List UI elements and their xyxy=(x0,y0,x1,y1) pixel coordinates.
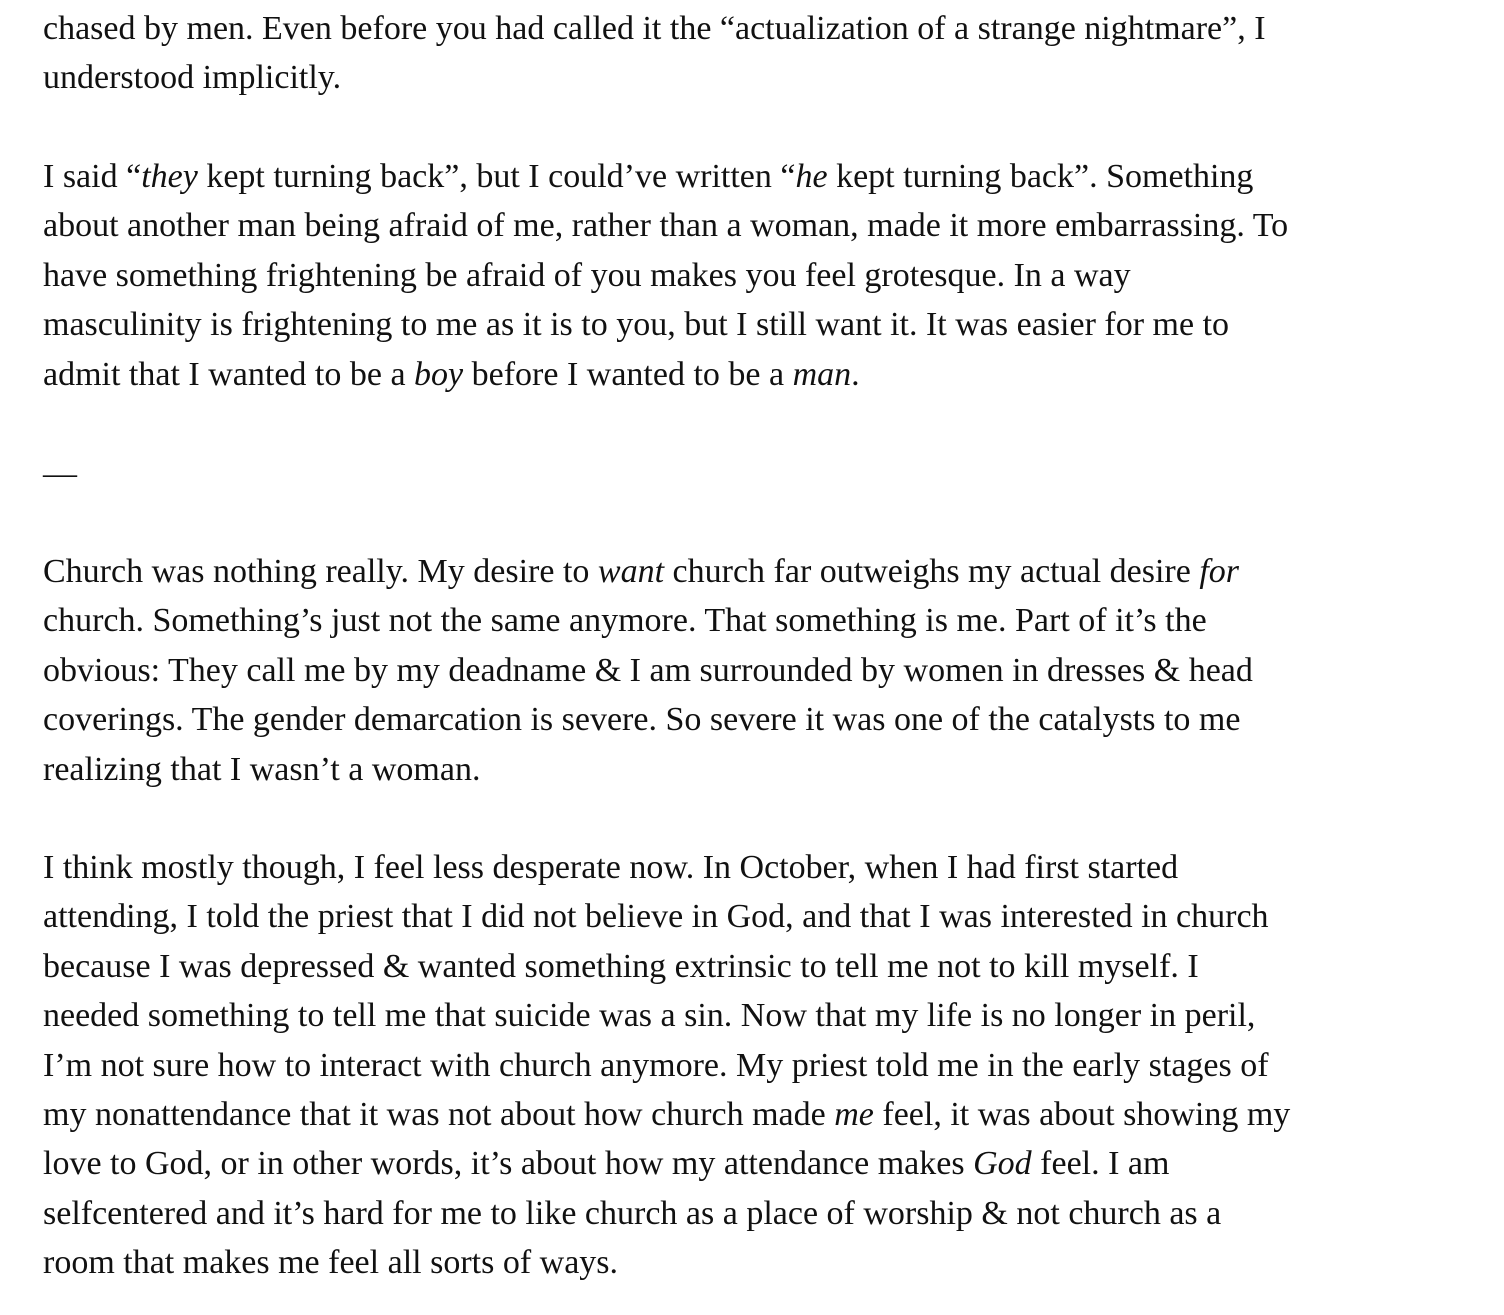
text-run: coverings. The gender demarcation is severe. So severe it was one of the catalysts to me xyxy=(43,701,1241,739)
text-run: my nonattendance that it was not about how church made xyxy=(43,1096,835,1133)
text-line xyxy=(43,843,1178,892)
text-line xyxy=(43,1238,618,1287)
text-line xyxy=(43,152,1253,201)
text-line xyxy=(43,4,1266,53)
emphasis-text: want xyxy=(597,553,665,590)
text-run: room that makes me feel all sorts of ways. xyxy=(43,1244,619,1282)
emphasis-text: man xyxy=(792,355,852,393)
text-run: needed something to tell me that suicide was a sin. Now that my life is no longer in peril, xyxy=(43,997,1256,1035)
text-run: . xyxy=(851,355,860,393)
text-run: understood implicitly. xyxy=(43,59,342,97)
emphasis-text: God xyxy=(973,1145,1032,1183)
text-line xyxy=(43,1139,1169,1188)
text-line xyxy=(43,53,341,102)
text-run: admit that I wanted to be a xyxy=(43,355,415,393)
text-run: about another man being afraid of me, rather than a woman, made it more embarrassing. To xyxy=(43,207,1289,245)
emphasis-text: for xyxy=(1199,553,1240,590)
text-line xyxy=(43,300,1229,349)
text-run: attending, I told the priest that I did not believe in God, and that I was interested in church xyxy=(43,898,1269,936)
text-line xyxy=(43,1090,1290,1139)
text-run: obvious: They call me by my deadname & I am surrounded by women in dresses & head xyxy=(43,651,1253,689)
text-line xyxy=(43,942,1199,991)
text-line xyxy=(43,991,1255,1040)
emphasis-text: they xyxy=(141,158,198,195)
section-divider: — xyxy=(43,455,77,492)
text-line xyxy=(43,1041,1269,1090)
text-run: masculinity is frightening to me as it is to you, but I still want it. It was easier for me to xyxy=(43,306,1230,344)
text-run: kept turning back”. Something xyxy=(827,158,1254,195)
text-run: kept turning back”, but I could’ve written “ xyxy=(197,158,796,195)
text-line xyxy=(43,695,1240,744)
text-line xyxy=(43,745,480,794)
text-run: because I was depressed & wanted something extrinsic to tell me not to kill myself. I xyxy=(43,947,1199,985)
text-run: selfcentered and it’s hard for me to like church as a place of worship & not church as a xyxy=(43,1194,1222,1232)
text-line xyxy=(43,892,1269,941)
text-run: I think mostly though, I feel less desperate now. In October, when I had first started xyxy=(43,849,1179,886)
text-run: Church was nothing really. My desire to xyxy=(43,553,598,590)
emphasis-text: he xyxy=(795,158,828,195)
text-run: I said “ xyxy=(43,158,142,195)
emphasis-text: boy xyxy=(414,355,464,393)
text-line xyxy=(43,350,860,399)
text-run: I’m not sure how to interact with church anymore. My priest told me in the early stages of xyxy=(43,1046,1269,1084)
text-run: realizing that I wasn’t a woman. xyxy=(43,750,481,788)
text-run: before I wanted to be a xyxy=(463,355,793,393)
text-line xyxy=(43,596,1207,645)
text-line xyxy=(43,1189,1221,1238)
text-run: feel, it was about showing my xyxy=(873,1096,1291,1133)
text-line xyxy=(43,201,1288,250)
text-run: feel. I am xyxy=(1031,1145,1170,1183)
text-line xyxy=(43,547,1239,596)
emphasis-text: me xyxy=(834,1096,874,1133)
text-line xyxy=(43,646,1253,695)
text-line xyxy=(43,251,1131,300)
text-run: have something frightening be afraid of you makes you feel grotesque. In a way xyxy=(43,256,1131,294)
text-run: chased by men. Even before you had called it the “actualization of a strange nightmare”, I xyxy=(43,10,1266,47)
text-run: love to God, or in other words, it’s about how my attendance makes xyxy=(43,1145,974,1183)
text-run: church far outweighs my actual desire xyxy=(664,553,1200,590)
text-run: church. Something’s just not the same anymore. That something is me. Part of it’s the xyxy=(43,602,1207,640)
